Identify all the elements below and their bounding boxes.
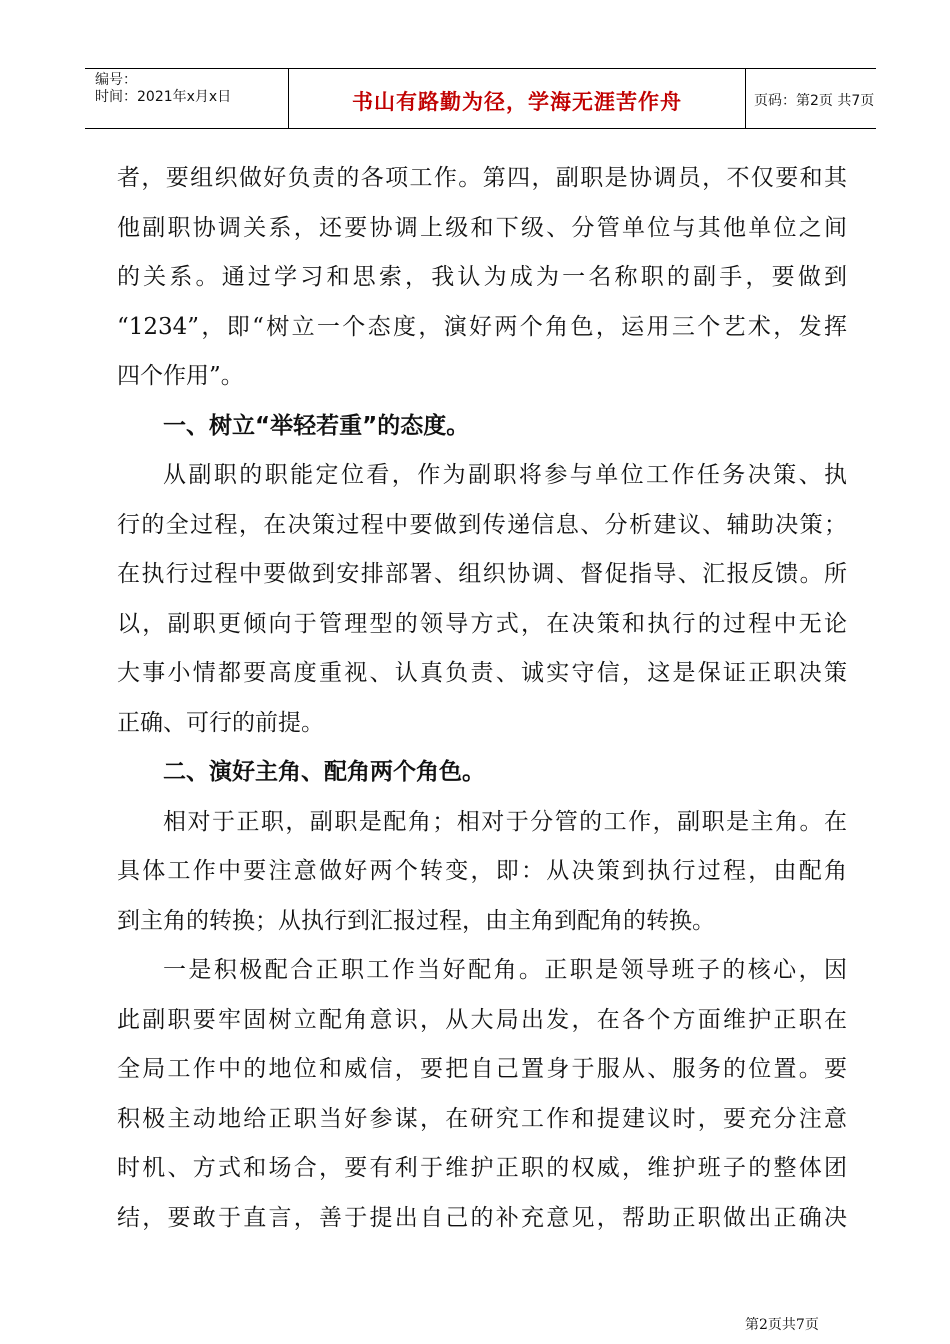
header-motto-cell bbox=[288, 69, 746, 128]
body-text-line: 者，要组织做好负责的各项工作。第四，副职是协调员，不仅要和其 bbox=[117, 165, 847, 191]
body-text-line: 以，副职更倾向于管理型的领导方式，在决策和执行的过程中无论 bbox=[117, 610, 847, 637]
body-text-line: 全局工作中的地位和威信，要把自己置身于服从、服务的位置。要 bbox=[117, 1056, 847, 1082]
body-text-line: 一是积极配合正职工作当好配角。正职是领导班子的核心，因 bbox=[163, 957, 847, 983]
body-text-line: 具体工作中要注意做好两个转变，即：从决策到执行过程，由配角 bbox=[117, 858, 847, 884]
body-text-line: 结，要敢于直言，善于提出自己的补充意见，帮助正职做出正确决 bbox=[117, 1204, 847, 1231]
document-number-label: 编号： bbox=[95, 72, 137, 88]
header-page-cell bbox=[746, 69, 876, 128]
document-header bbox=[85, 68, 876, 129]
header-motto: 书山有路勤为径，学海无涯苦作舟 bbox=[352, 90, 682, 114]
body-text-line: 他副职协调关系，还要协调上级和下级、分管单位与其他单位之间 bbox=[117, 214, 847, 241]
header-meta-cell bbox=[85, 69, 288, 128]
body-text-line: 时机、方式和场合，要有利于维护正职的权威，维护班子的整体团 bbox=[117, 1155, 847, 1181]
header-page-info: 页码：第2页 共7页 bbox=[754, 93, 875, 109]
page-footer: 第2页共7页 bbox=[745, 1317, 819, 1333]
document-body bbox=[117, 154, 847, 1243]
document-time-label: 时间：2021年x月x日 bbox=[95, 89, 232, 105]
body-text-line: 在执行过程中要做到安排部署、组织协调、督促指导、汇报反馈。所 bbox=[117, 561, 847, 587]
body-text-line: 相对于正职，副职是配角；相对于分管的工作，副职是主角。在 bbox=[163, 808, 847, 835]
body-text-line: 从副职的职能定位看，作为副职将参与单位工作任务决策、执 bbox=[163, 462, 847, 488]
section-heading: 二、演好主角、配角两个角色。 bbox=[163, 759, 485, 785]
body-text-line: “1234”，即“树立一个态度，演好两个角色，运用三个艺术，发挥 bbox=[117, 313, 847, 340]
section-heading: 一、树立“举轻若重”的态度。 bbox=[163, 412, 470, 439]
body-text-line: 到主角的转换；从执行到汇报过程，由主角到配角的转换。 bbox=[117, 907, 715, 934]
body-text-line: 大事小情都要高度重视、认真负责、诚实守信，这是保证正职决策 bbox=[117, 660, 847, 686]
body-text-line: 此副职要牢固树立配角意识，从大局出发，在各个方面维护正职在 bbox=[117, 1006, 847, 1033]
body-text-line: 行的全过程，在决策过程中要做到传递信息、分析建议、辅助决策； bbox=[117, 511, 847, 538]
body-text-line: 正确、可行的前提。 bbox=[117, 709, 324, 736]
body-text-line: 的关系。通过学习和思索，我认为成为一名称职的副手，要做到 bbox=[117, 264, 847, 290]
body-text-line: 积极主动地给正职当好参谋，在研究工作和提建议时，要充分注意 bbox=[117, 1105, 847, 1132]
body-text-line: 四个作用”。 bbox=[117, 363, 244, 389]
